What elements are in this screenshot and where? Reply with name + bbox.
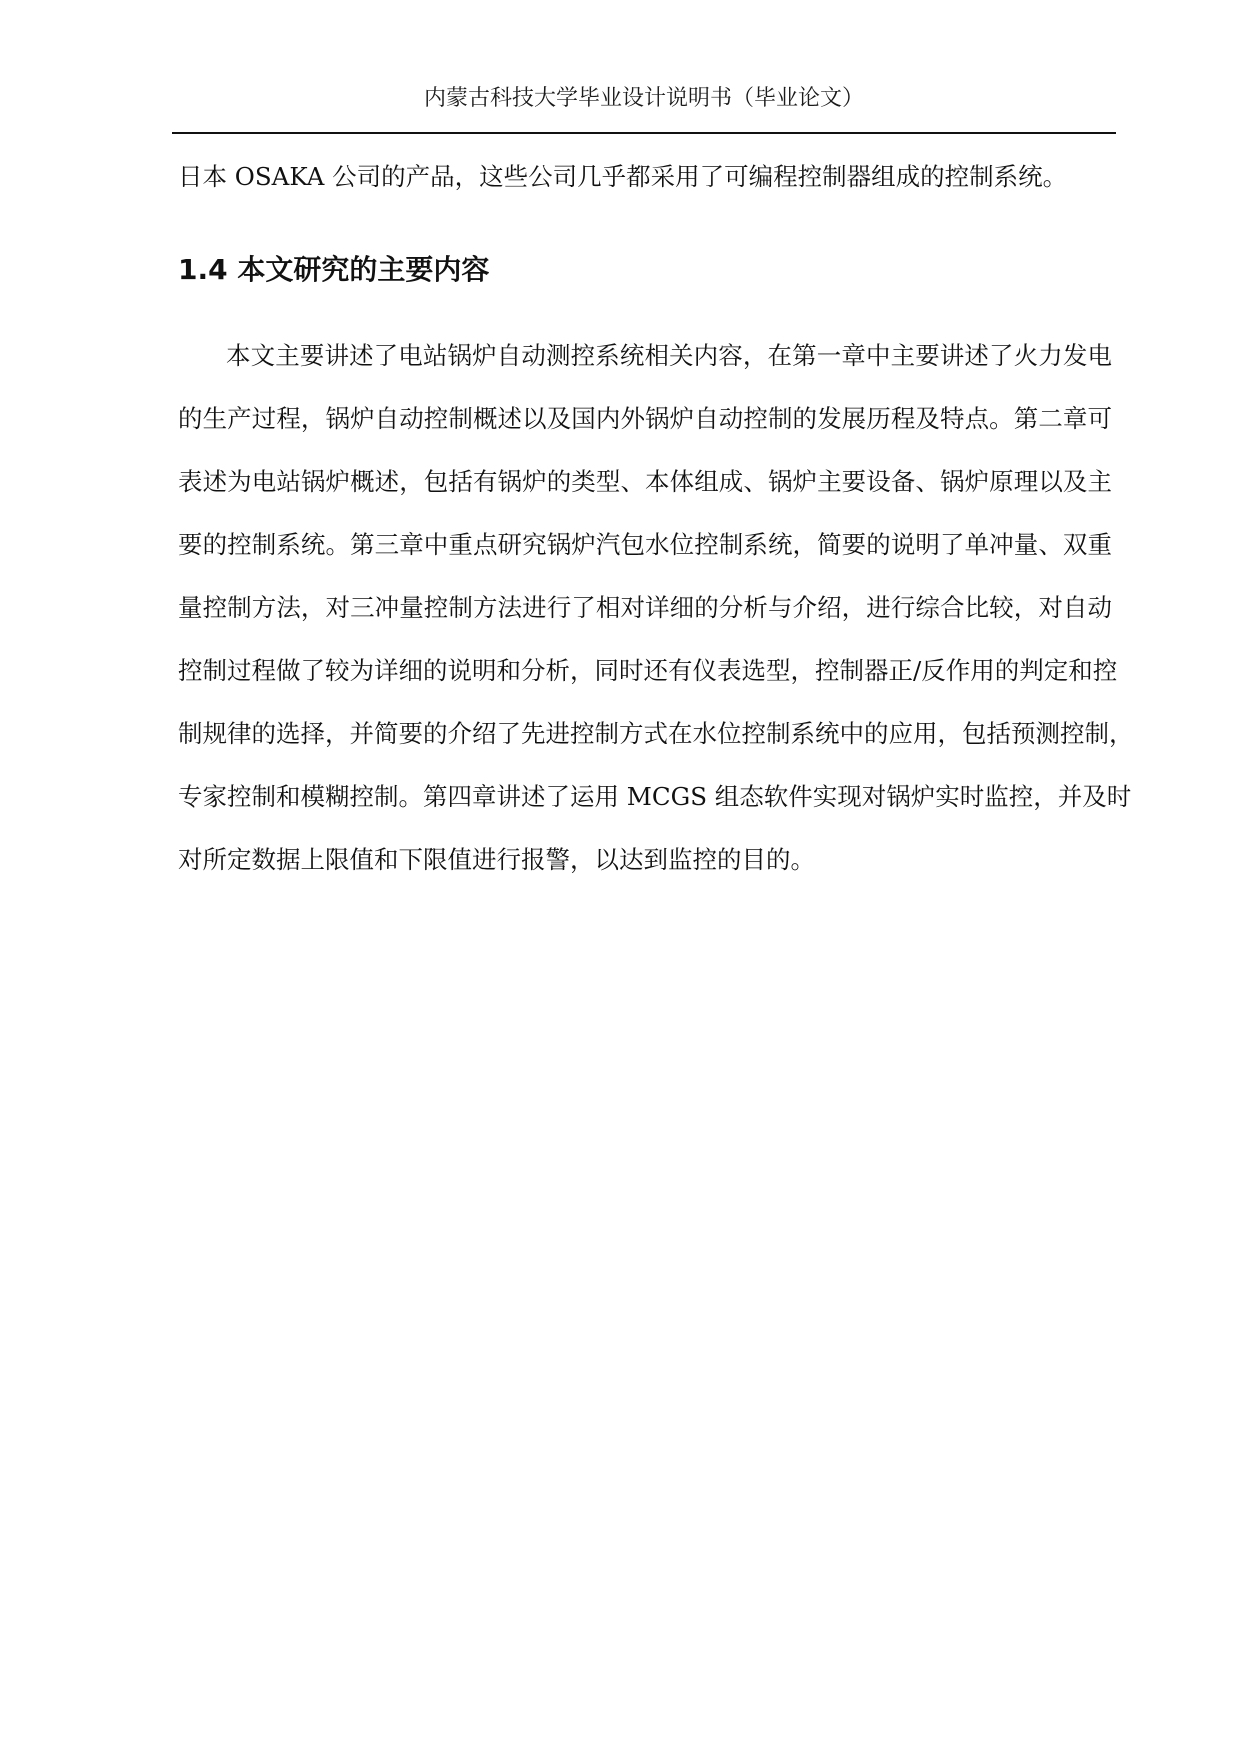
paragraph-line: 控制过程做了较为详细的说明和分析，同时还有仪表选型，控制器正/反作用的判定和控 xyxy=(178,656,1118,685)
paragraph-line: 要的控制系统。第三章中重点研究锅炉汽包水位控制系统，简要的说明了单冲量、双重 xyxy=(178,530,1112,559)
intro-line: 日本 OSAKA 公司的产品，这些公司几乎都采用了可编程控制器组成的控制系统。 xyxy=(178,162,1068,191)
paragraph-line: 量控制方法，对三冲量控制方法进行了相对详细的分析与介绍，进行综合比较，对自动 xyxy=(178,593,1112,622)
header-divider xyxy=(172,132,1116,134)
paragraph-line-last: 对所定数据上限值和下限值进行报警，以达到监控的目的。 xyxy=(178,845,815,874)
section-heading: 1.4 本文研究的主要内容 xyxy=(178,253,490,286)
paragraph-line: 专家控制和模糊控制。第四章讲述了运用 MCGS 组态软件实现对锅炉实时监控，并及时 xyxy=(178,782,1132,811)
paragraph-line: 本文主要讲述了电站锅炉自动测控系统相关内容，在第一章中主要讲述了火力发电 xyxy=(226,341,1112,370)
page-header-title: 内蒙古科技大学毕业设计说明书（毕业论文） xyxy=(423,86,864,111)
paragraph-line: 制规律的选择，并简要的介绍了先进控制方式在水位控制系统中的应用，包括预测控制， xyxy=(178,719,1134,748)
paragraph-line: 表述为电站锅炉概述，包括有锅炉的类型、本体组成、锅炉主要设备、锅炉原理以及主 xyxy=(178,467,1112,496)
paragraph-line: 的生产过程，锅炉自动控制概述以及国内外锅炉自动控制的发展历程及特点。第二章可 xyxy=(178,404,1112,433)
